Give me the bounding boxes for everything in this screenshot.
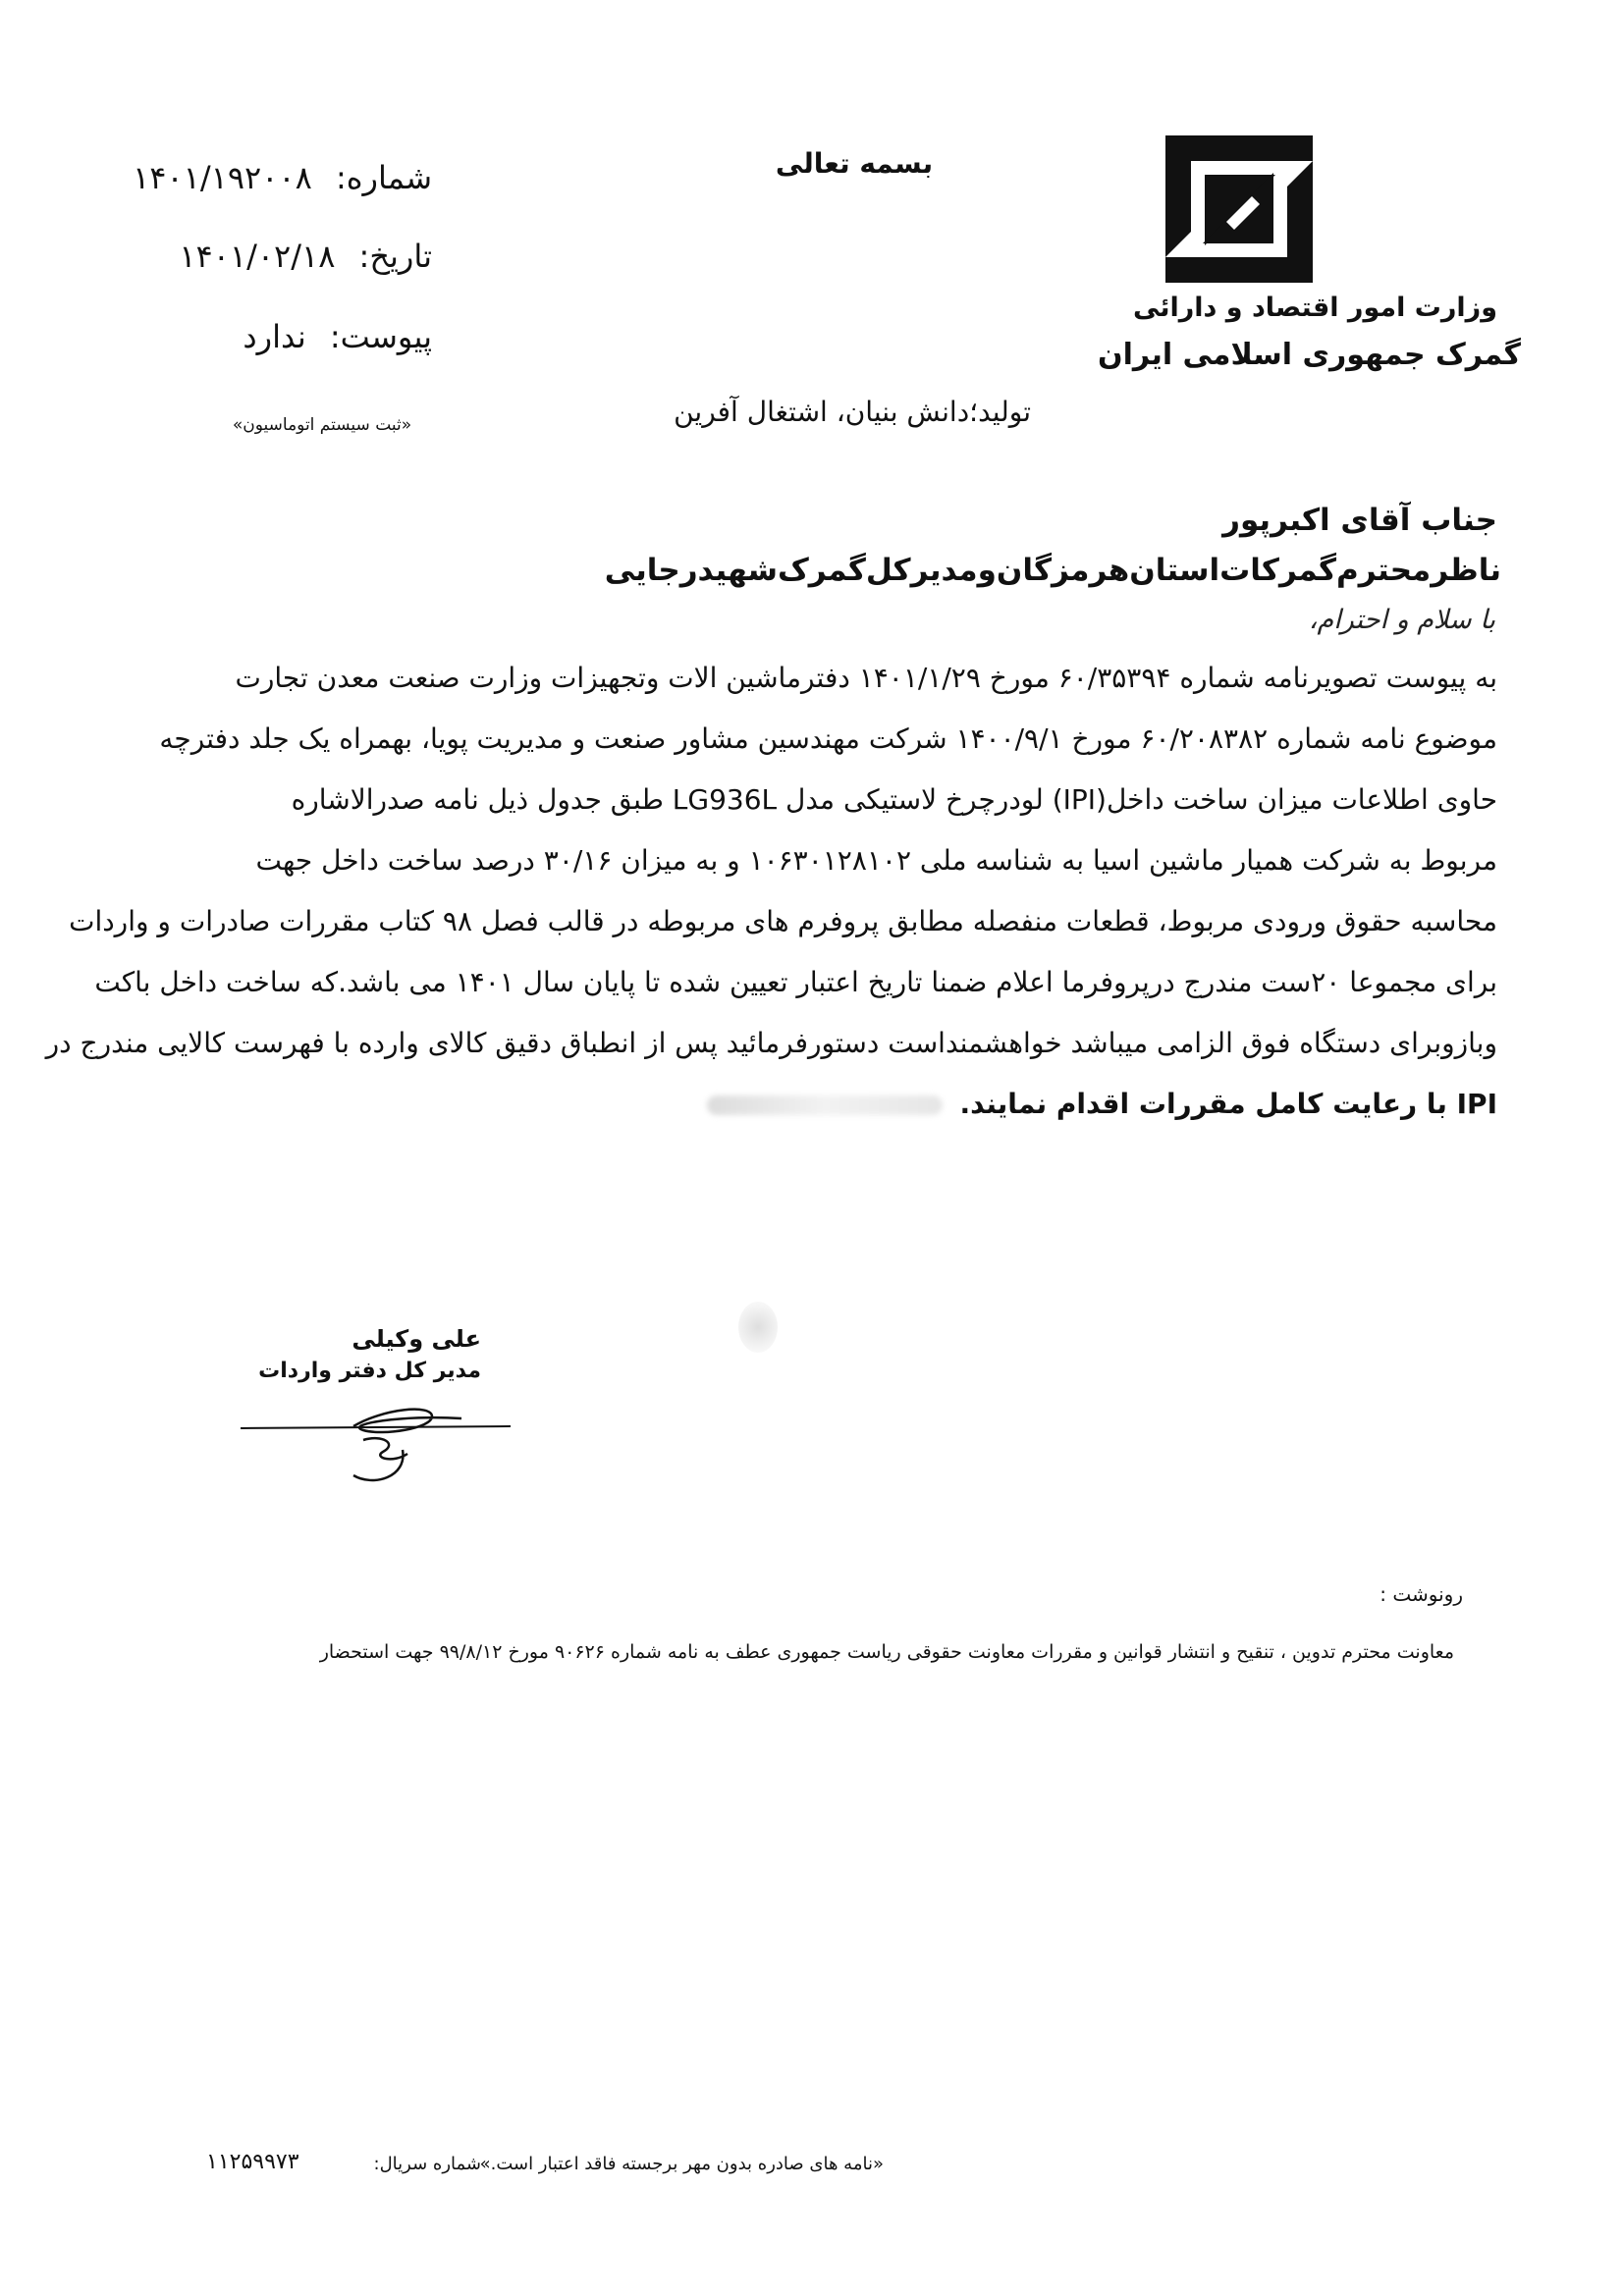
letter-number-value: ۱۴۰۱/۱۹۲۰۰۸ [133, 159, 312, 196]
letter-body [45, 648, 1497, 1135]
letter-number [118, 159, 432, 196]
letter-attachment-label: پیوست: [329, 318, 432, 355]
serial-label: شماره سریال: [373, 2154, 481, 2174]
redacted-text [707, 1095, 943, 1115]
scan-smudge [738, 1302, 778, 1353]
automation-note: «ثبت سیستم اتوماسیون» [232, 415, 412, 435]
recipient-title: ناظرمحترم‌گمرکات‌استان‌هرمزگان‌ومدیرکل‌گمرک‌شهیدرجایی [604, 553, 1501, 588]
body-line: حاوی اطلاعات میزان ساخت داخل(IPI) لودرچرخ لاستیکی مدل LG936L طبق جدول ذیل نامه صدرالاشاره [291, 783, 1497, 816]
cc-recipient: معاونت محترم تدوین ، تنقیح و انتشار قوانین و مقررات معاونت حقوقی ریاست جمهوری عطف به نامه شماره ۹۰۶۲۶ مورخ ۹۹/۸/۱۲ جهت استحضار [319, 1641, 1454, 1663]
body-line: محاسبه حقوق ورودی مربوط، قطعات منفصله مطابق پروفرم های مربوطه در قالب فصل ۹۸ کتاب مقررات صادرات و واردات [69, 905, 1497, 937]
body-line-final [159, 1074, 1497, 1135]
body-line-emphasis: وبازوبرای دستگاه فوق الزامی میباشد خواهشمنداست دستورفرمائید پس از انطباق دقیق کالای وارده با فهرست کالایی مندرج در [45, 1027, 1497, 1059]
letter-date [118, 238, 432, 275]
body-line: برای مجموعا ۲۰ست مندرج درپروفرما اعلام ضمنا تاریخ اعتبار تعیین شده تا پایان سال ۱۴۰۱ می باشد.که ساخت داخل باکت [94, 966, 1497, 998]
letter-attachment [118, 318, 432, 355]
ministry-name: وزارت امور اقتصاد و دارائی [1133, 293, 1497, 323]
customs-name: گمرک جمهوری اسلامی ایران [1098, 338, 1521, 372]
body-line: مربوط به شرکت همیار ماشین اسیا به شناسه ملی ۱۰۶۳۰۱۲۸۱۰۲ و به میزان ۳۰/۱۶ درصد ساخت داخل جهت [255, 844, 1497, 877]
stamp-validity-note: «نامه های صادره بدون مهر برجسته فاقد اعتبار است.» [479, 2154, 884, 2174]
signer-title: مدیر کل دفتر واردات [258, 1359, 481, 1383]
letter-attachment-value: ندارد [243, 318, 306, 355]
handwritten-signature [236, 1389, 530, 1497]
recipient-name: جناب آقای اکبرپور [1222, 503, 1497, 538]
body-line: موضوع نامه شماره ۶۰/۲۰۸۳۸۲ مورخ ۱۴۰۰/۹/۱ شرکت مهندسین مشاور صنعت و مدیریت پویا، بهمراه یک جلد دفترچه [159, 722, 1497, 755]
year-slogan: تولید؛دانش بنیان، اشتغال آفرین [674, 396, 1031, 428]
body-line: به پیوست تصویرنامه شماره ۶۰/۳۵۳۹۴ مورخ ۱۴۰۱/۱/۲۹ دفترماشین الات وتجهیزات وزارت صنعت معدن تجارت [235, 662, 1497, 694]
body-final-text: IPI با رعایت کامل مقررات اقدام نمایند. [959, 1088, 1497, 1120]
signer-name: علی وکیلی [352, 1325, 481, 1353]
customs-emblem-icon [1165, 135, 1313, 283]
letter-number-label: شماره: [335, 159, 432, 196]
greeting: با سلام و احترام، [1308, 605, 1495, 635]
serial-value: ۱۱۲۵۹۹۷۳ [206, 2150, 299, 2174]
cc-label: رونوشت : [1380, 1582, 1463, 1606]
letter-date-value: ۱۴۰۱/۰۲/۱۸ [179, 238, 336, 275]
bismillah-heading: بسمه تعالی [775, 147, 934, 180]
letter-date-label: تاریخ: [358, 238, 432, 275]
